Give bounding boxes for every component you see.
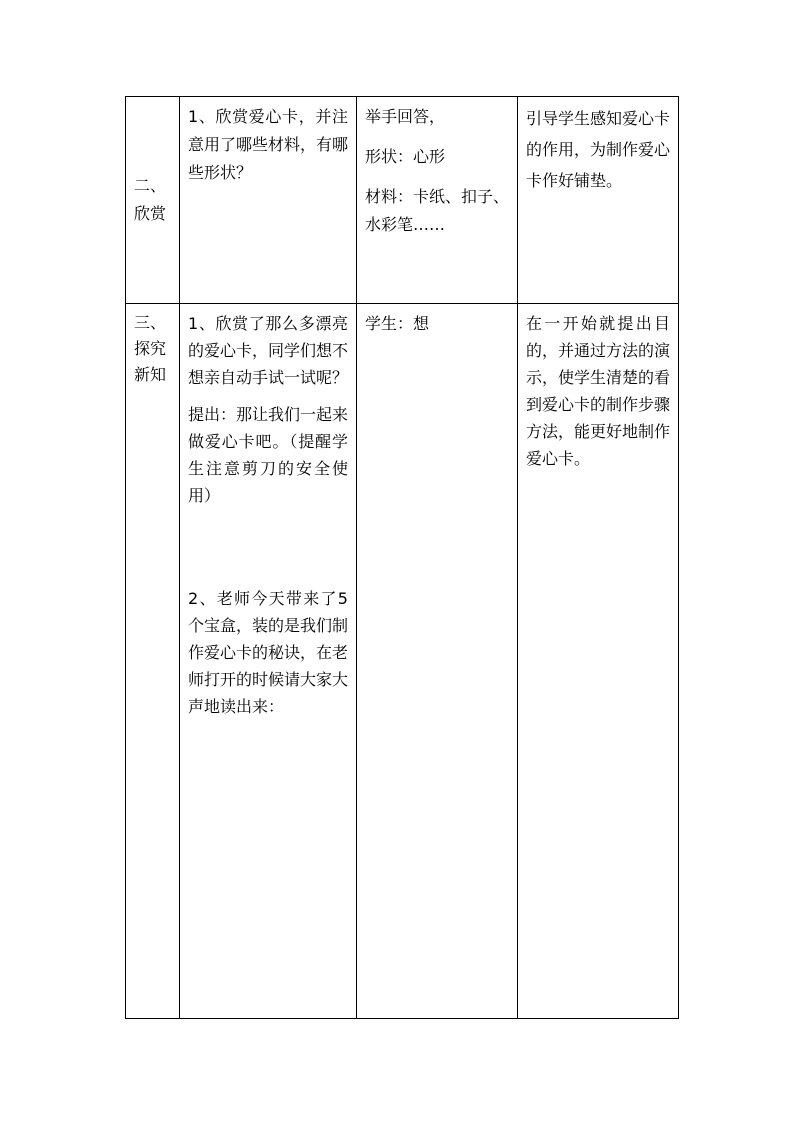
student-materials-line: 材料：卡纸、扣子、水彩笔…… (365, 187, 510, 234)
teacher-activity-para-3: 2、老师今天带来了5个宝盒，装的是我们制作爱心卡的秘诀，在老师打开的时候请大家大声地读出来： (188, 589, 349, 716)
stage-cell-explore (126, 304, 180, 1019)
teacher-activity-para-1: 1、欣赏了那么多漂亮的爱心卡，同学们想不想亲自动手试一试呢？ (188, 314, 349, 387)
teacher-activity-text: 1、欣赏爱心卡，并注意用了哪些材料，有哪些形状？ (188, 107, 349, 182)
stage-title-line2: 新知 (134, 365, 167, 384)
student-shape-line: 形状：心形 (365, 147, 446, 166)
teacher-activity-para-2: 提出：那让我们一起来做爱心卡吧。（提醒学生注意剪刀的安全使用） (188, 405, 349, 505)
design-intent-cell (518, 304, 679, 1019)
stage-number: 三、 (134, 313, 167, 332)
lesson-plan-table (125, 96, 679, 1019)
student-activity-cell (357, 304, 518, 1019)
teacher-activity-cell (180, 97, 357, 304)
design-intent-cell (518, 97, 679, 304)
table-row-appreciate (126, 97, 679, 304)
stage-title-line1: 探究 (134, 339, 167, 358)
design-intent-text: 引导学生感知爱心卡的作用，为制作爱心卡作好铺垫。 (526, 109, 671, 190)
table-row-explore (126, 304, 679, 1019)
student-response-text: 学生：想 (365, 314, 430, 333)
design-intent-text: 在一开始就提出目的，并通过方法的演示，使学生清楚的看到爱心卡的制作步骤方法，能更好地制作爱心卡。 (526, 314, 671, 468)
stage-cell-appreciate (126, 97, 180, 304)
student-response-line: 举手回答， (365, 107, 446, 126)
stage-number: 二、 (134, 176, 167, 195)
student-activity-cell (357, 97, 518, 304)
stage-title: 欣赏 (134, 204, 167, 223)
teacher-activity-cell (180, 304, 357, 1019)
